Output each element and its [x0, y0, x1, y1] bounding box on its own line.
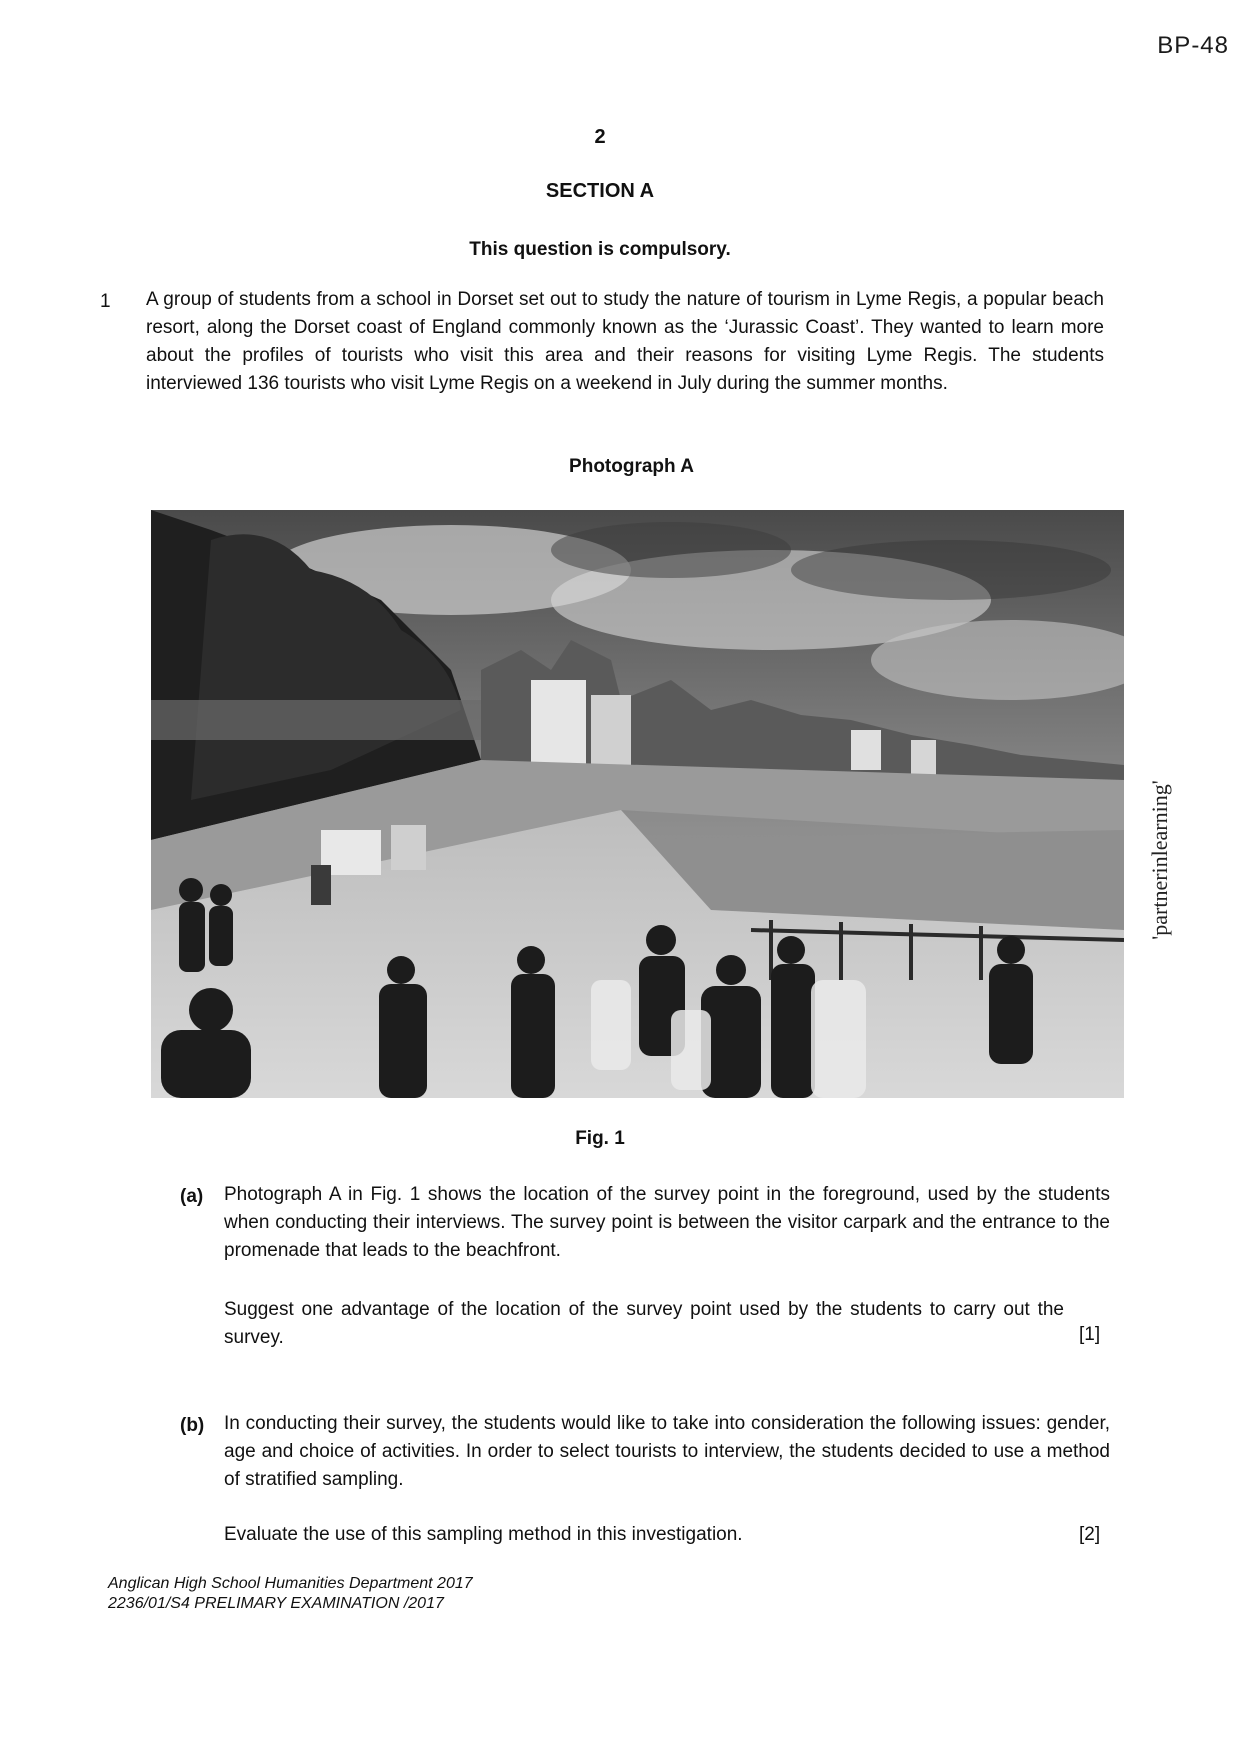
footer-line-2: 2236/01/S4 PRELIMARY EXAMINATION /2017 — [108, 1595, 444, 1612]
part-a-text: Photograph A in Fig. 1 shows the location of the survey point in the foreground, used by the students when conducting their interviews. The survey point is between the visitor carpark and the entrance to the promenade that leads to the beachfront. — [224, 1184, 1110, 1261]
part-b-task: Evaluate the use of this sampling method in this investigation. — [224, 1524, 743, 1545]
part-a-marks: [1] — [1079, 1324, 1101, 1345]
compulsory-note: This question is compulsory. — [469, 239, 731, 260]
part-b-text: In conducting their survey, the students would like to take into consideration the following issues: gender, age and choice of activities. In order to select tourists to interview, the students decided to use a method of stratified sampling. — [224, 1413, 1110, 1490]
part-a-task: Suggest one advantage of the location of the survey point used by the students to carry out the survey. — [224, 1299, 1064, 1348]
section-title: SECTION A — [545, 180, 655, 202]
watermark: 'partnerinlearning' — [1147, 780, 1172, 940]
part-a-label: (a) — [180, 1186, 204, 1207]
beach-promenade-photo — [151, 510, 1124, 1098]
part-b-label: (b) — [180, 1415, 205, 1436]
footer-line-1: Anglican High School Humanities Department 2017 — [108, 1575, 473, 1592]
question-intro: A group of students from a school in Dorset set out to study the nature of tourism in Lyme Regis, a popular beach resort, along the Dorset coast of England commonly known as the ‘Jurassic Coast’. They wanted to learn more about the profiles of tourists who visit this area and their reasons for visiting Lyme Regis. The students interviewed 136 tourists who visit Lyme Regis on a weekend in July during the summer months. — [146, 289, 1104, 394]
part-b-marks: [2] — [1079, 1524, 1101, 1545]
figure-label: Fig. 1 — [575, 1128, 625, 1149]
question-number: 1 — [100, 291, 111, 312]
footer — [108, 1574, 473, 1614]
photo-caption: Photograph A — [569, 456, 694, 477]
page-number: 2 — [594, 126, 606, 148]
page-code: BP-48 — [1157, 32, 1229, 59]
